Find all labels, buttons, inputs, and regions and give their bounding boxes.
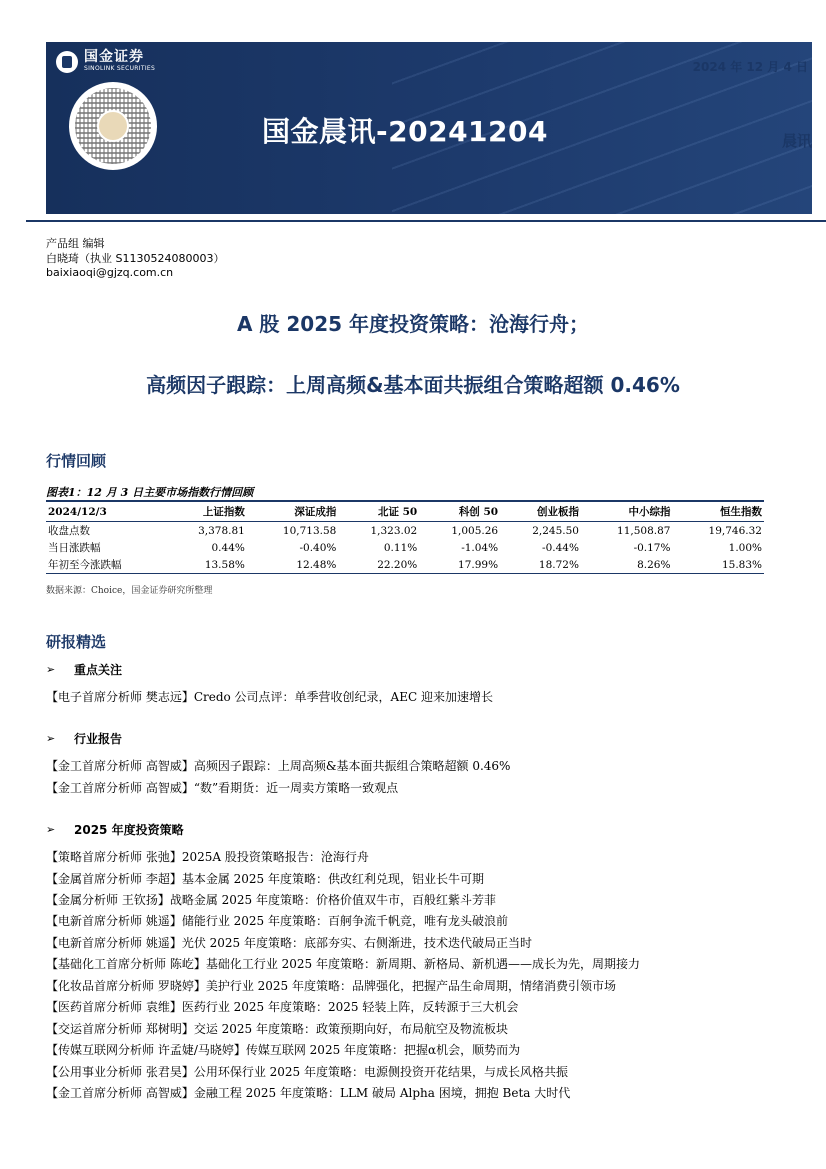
logo-cn-text: 国金证券 [84, 49, 144, 65]
table-cell: 13.58% [204, 558, 245, 571]
logo-mark-icon [56, 51, 78, 73]
table-cell: -0.17% [633, 541, 671, 554]
report-link[interactable]: 【金属分析师 王钦扬】战略金属 2025 年度策略：价格价值双牛市，百般红紫斗芳菲 [46, 893, 496, 907]
column-header: 创业板指 [536, 506, 579, 518]
column-header: 深证成指 [294, 506, 337, 518]
table-row [46, 556, 764, 574]
report-type: 晨讯 [781, 132, 812, 150]
report-link[interactable]: 【电子首席分析师 樊志远】Credo 公司点评：单季营收创纪录，AEC 迎来加速增长 [46, 690, 493, 704]
column-header: 中小综指 [628, 506, 671, 518]
section-research-picks: 研报精选 [46, 633, 107, 651]
arrow-right-icon: ➢ [46, 663, 56, 676]
report-link[interactable]: 【医药首席分析师 袁维】医药行业 2025 年度策略：2025 轻装上阵，反转源于三大机会 [46, 1000, 519, 1014]
table-caption: 图表1：12 月 3 日主要市场指数行情回顾 [46, 486, 254, 499]
subsection-title: 重点关注 [74, 663, 123, 677]
report-link[interactable]: 【基础化工首席分析师 陈屹】基础化工行业 2025 年度策略：新周期、新格局、新机遇——成长为先，周期接力 [46, 957, 640, 971]
subsection-key-focus [46, 661, 122, 678]
report-link[interactable]: 【金工首席分析师 高智威】高频因子跟踪：上周高频&基本面共振组合策略超额 0.46% [46, 759, 511, 773]
report-title: 国金晨讯-20241204 [262, 115, 548, 148]
company-logo [56, 50, 155, 73]
arrow-right-icon: ➢ [46, 732, 56, 745]
table-cell: -0.40% [299, 541, 337, 554]
table-cell: 1,005.26 [451, 524, 499, 537]
table-row [46, 522, 764, 540]
section-market-review: 行情回顾 [46, 452, 107, 470]
header-divider [26, 220, 826, 222]
report-link[interactable]: 【策略首席分析师 张弛】2025A 股投资策略报告：沧海行舟 [46, 850, 369, 864]
table-cell: 3,378.81 [198, 524, 245, 537]
table-cell: 当日涨跌幅 [48, 542, 101, 554]
table-cell: 12.48% [296, 558, 337, 571]
table-cell: 11,508.87 [617, 524, 671, 537]
table-cell: 1,323.02 [370, 524, 418, 537]
column-header: 2024/12/3 [48, 505, 107, 518]
table-row [46, 539, 764, 556]
arrow-right-icon: ➢ [46, 823, 56, 836]
table-cell: 22.20% [377, 558, 418, 571]
qr-code-icon [69, 82, 157, 170]
column-header: 科创 50 [458, 506, 499, 518]
headline-2: 高频因子跟踪：上周高频&基本面共振组合策略超额 0.46% [146, 373, 680, 397]
table-cell: 年初至今涨跌幅 [48, 559, 122, 571]
column-header: 北证 50 [377, 506, 418, 518]
table-cell: 0.11% [383, 541, 418, 554]
table-cell: 19,746.32 [708, 524, 762, 537]
subsection-title: 行业报告 [74, 732, 123, 746]
report-link[interactable]: 【交运首席分析师 郑树明】交运 2025 年度策略：政策预期向好，布局航空及物流板块 [46, 1022, 508, 1036]
report-link[interactable]: 【金属首席分析师 李超】基本金属 2025 年度策略：供改红利兑现，铝业长牛可期 [46, 872, 484, 886]
report-link[interactable]: 【电新首席分析师 姚遥】储能行业 2025 年度策略：百舸争流千帆竞，唯有龙头破浪前 [46, 914, 508, 928]
table-cell: 2,245.50 [532, 524, 579, 537]
report-link[interactable]: 【传媒互联网分析师 许孟婕/马晓婷】传媒互联网 2025 年度策略：把握α机会，顺势而为 [46, 1043, 521, 1057]
market-index-table [46, 500, 764, 574]
table-header-row [46, 501, 764, 522]
table-cell: 8.26% [637, 558, 671, 571]
report-link[interactable]: 【化妆品首席分析师 罗晓婷】美护行业 2025 年度策略：品牌强化，把握产品生命周期，情绪消费引领市场 [46, 979, 616, 993]
table-cell: 18.72% [538, 558, 579, 571]
table-cell: 0.44% [211, 541, 245, 554]
table-cell: 17.99% [458, 558, 499, 571]
editor-group: 产品组 编辑 [46, 237, 105, 250]
table-cell: 10,713.58 [282, 524, 337, 537]
data-source-note: 数据来源：Choice，国金证券研究所整理 [46, 586, 213, 596]
report-link[interactable]: 【金工首席分析师 高智威】金融工程 2025 年度策略：LLM 破局 Alpha 困境，拥抱 Beta 大时代 [46, 1086, 571, 1100]
report-link[interactable]: 【电新首席分析师 姚遥】光伏 2025 年度策略：底部夯实、右侧渐进，技术迭代破局正当时 [46, 936, 532, 950]
headline-1: A 股 2025 年度投资策略：沧海行舟； [236, 312, 590, 336]
subsection-2025-strategy [46, 821, 184, 838]
report-link[interactable]: 【公用事业分析师 张君昊】公用环保行业 2025 年度策略：电源侧投资开花结果，与成长风格共振 [46, 1065, 568, 1079]
column-header: 恒生指数 [720, 506, 762, 518]
report-link[interactable]: 【金工首席分析师 高智威】“数”看期货：近一周卖方策略一致观点 [46, 781, 399, 795]
subsection-title: 2025 年度投资策略 [74, 823, 184, 837]
editor-email[interactable]: baixiaoqi@gjzq.com.cn [46, 266, 174, 279]
table-cell: -1.04% [461, 541, 499, 554]
table-cell: 15.83% [721, 558, 762, 571]
table-cell: -0.44% [542, 541, 579, 554]
table-cell: 1.00% [728, 541, 762, 554]
column-header: 上证指数 [202, 506, 245, 518]
editor-name: 白晓琦（执业 S1130524080003） [46, 252, 225, 265]
report-date: 2024 年 12 月 4 日 [692, 60, 808, 74]
table-cell: 收盘点数 [48, 525, 90, 537]
logo-en-text: SINOLINK SECURITIES [84, 65, 156, 72]
subsection-industry-reports [46, 730, 122, 747]
